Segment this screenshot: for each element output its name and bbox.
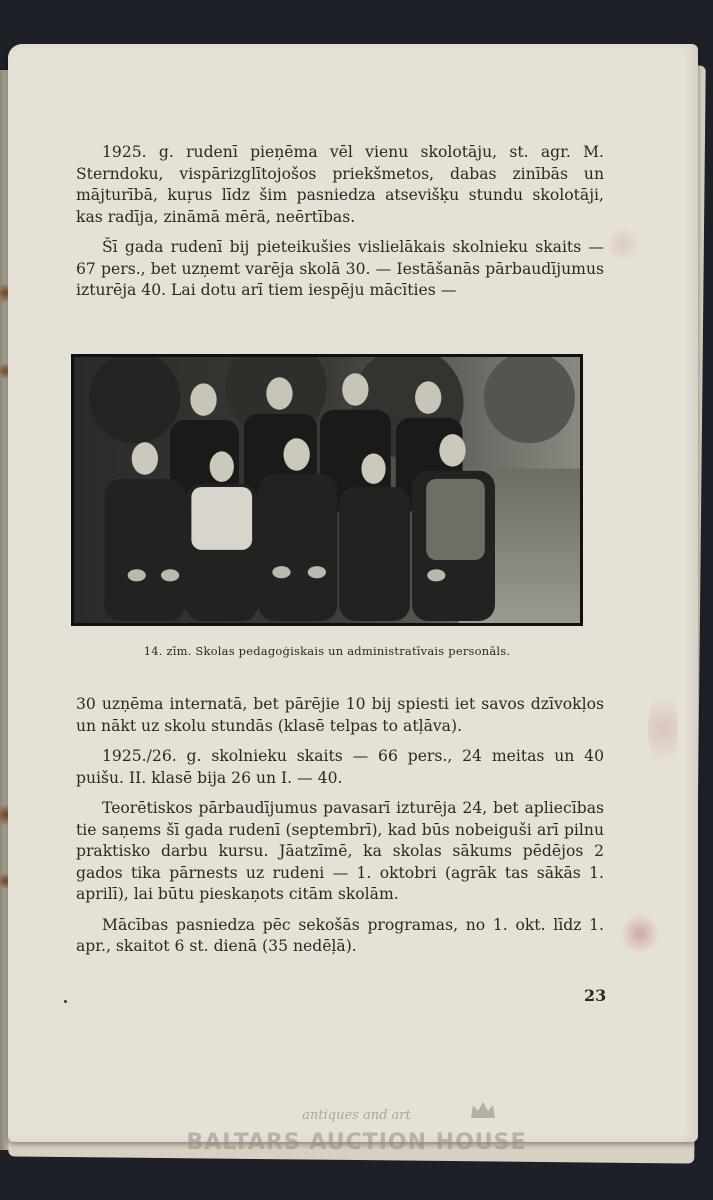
paper-stain xyxy=(648,684,678,774)
paragraph: Mācības pasniedza pēc sekošās programas, no 1. okt. līdz 1. apr., skaitot 6 st. dienā (35 nedēļā). xyxy=(76,915,604,955)
paragraph: 30 uzņēma internatā, bet pārējie 10 bij spiesti iet savos dzīvokļos un nākt uz skolu stundās (klasē telpas to atļāva). xyxy=(76,695,604,735)
watermark-subtitle: antiques and art xyxy=(302,1108,411,1123)
paragraph: 1925. g. rudenī pieņēma vēl vienu skolotāju, st. agr. M. Sterndoku, vispārizglītojošos priekšmetos, dabas zinībās un mājturībā, kuŗus līdz šim pasniedza atsevišķu stundu skolotāji, kas radīja, zināmā mērā, neērtības. xyxy=(76,143,604,226)
figure-caption: 14. zīm. Skolas pedagoģiskais un administratīvais personāls. xyxy=(143,644,511,658)
watermark-title: BALTARS AUCTION HOUSE xyxy=(186,1130,527,1155)
book-page xyxy=(8,44,698,1142)
ink-dot xyxy=(64,1000,67,1003)
paragraph: Šī gada rudenī bij pieteikušies vislielākais skolnieku skaits — 67 pers., bet uzņemt varēja skolā 30. — Iestāšanās pārbaudījumus izturēja 40. Lai dotu arī tiem iespēju mācīties — xyxy=(76,238,604,299)
page-number: 23 xyxy=(584,986,607,1005)
bottom-text-block xyxy=(76,694,604,967)
group-photo xyxy=(71,354,583,626)
group-photo-icon xyxy=(74,357,580,623)
top-text-block xyxy=(76,142,604,311)
paper-stain xyxy=(620,914,660,954)
paragraph: 1925./26. g. skolnieku skaits — 66 pers., 24 meitas un 40 puišu. II. klasē bija 26 un I. — 40. xyxy=(76,747,604,787)
paper-stain xyxy=(608,224,638,264)
paragraph: Teorētiskos pārbaudījumus pavasarī izturēja 24, bet apliecības tie saņems šī gada rudenī (septembrī), kad būs nobeiguši arī pilnu praktisko darbu kursu. Jāatzīmē, ka skolas sākums pēdējos 2 gados tika pārnests uz rudeni — 1. oktobri (agrāk tas sākās 1. aprilī), lai būtu pieskaņots citām skolām. xyxy=(76,799,604,903)
